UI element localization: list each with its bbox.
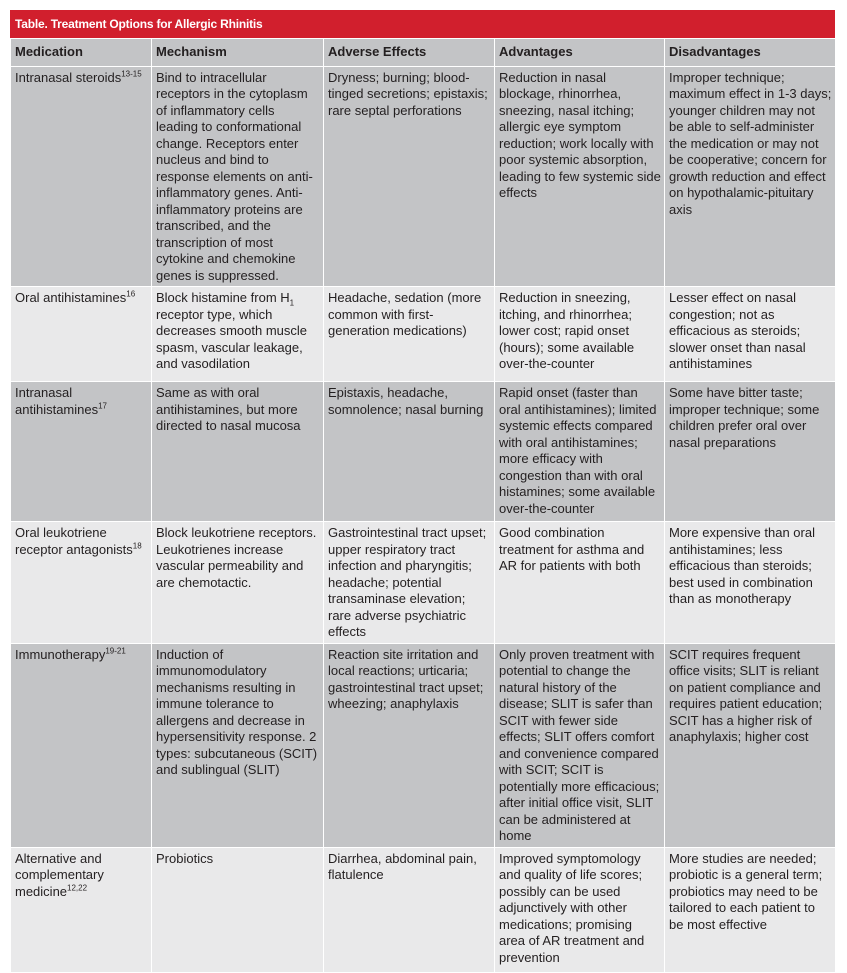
table-title: Table. Treatment Options for Allergic Rhinitis <box>10 10 835 38</box>
medication-name: Alternative and complementary medicine <box>15 850 104 899</box>
medication-cell <box>11 522 152 644</box>
reference-superscript: 13-15 <box>121 69 142 79</box>
header-advantages: Advantages <box>495 39 665 67</box>
disadvantages-cell: More expensive than oral antihistamines; less efficacious than steroids; best used in combination than as monotherapy <box>665 522 836 644</box>
adverse-effects-cell: Dryness; burning; blood-tinged secretions; epistaxis; rare septal perforations <box>324 66 495 287</box>
reference-superscript: 17 <box>98 401 108 411</box>
mechanism-cell: Block leukotriene receptors. Leukotrienes increase vascular permeability and are chemotactic. <box>152 522 324 644</box>
disadvantages-cell: More studies are needed; probiotic is a general term; probiotics may need to be tailored to each patient to be most effective <box>665 847 836 972</box>
mechanism-cell: Bind to intracellular receptors in the cytoplasm of inflammatory cells leading to conformational change. Receptors enter nucleus and bind to response elements on anti-inflammatory genes. Anti-inflammatory proteins are transcribed, and the transcription of most cytokine and chemokine genes is suppressed. <box>152 66 324 287</box>
medication-cell <box>11 382 152 522</box>
header-mechanism: Mechanism <box>152 39 324 67</box>
medication-cell <box>11 66 152 287</box>
advantages-cell: Only proven treatment with potential to change the natural history of the disease; SLIT is safer than SCIT with fewer side effects; SLIT offers comfort and convenience compared with SCIT; SCIT is potentially more efficacious; after initial office visit, SLIT can be administered at home <box>495 643 665 847</box>
disadvantages-cell: Improper technique; maximum effect in 1-3 days; younger children may not be able to self-administer the medication or may not be cooperative; concern for growth reduction and effect on hypothalamic-pituitary axis <box>665 66 836 287</box>
medication-name: Immunotherapy <box>15 646 106 662</box>
reference-superscript: 19-21 <box>105 646 126 656</box>
advantages-cell: Reduction in sneezing, itching, and rhinorrhea; lower cost; rapid onset (hours); some available over-the-counter <box>495 287 665 382</box>
medication-name: Intranasal antihistamines <box>15 385 99 417</box>
header-adverse-effects: Adverse Effects <box>324 39 495 67</box>
header-row <box>11 39 836 67</box>
table-row <box>11 382 836 522</box>
mechanism-text: Block histamine from H <box>156 290 290 305</box>
adverse-effects-cell: Gastrointestinal tract upset; upper respiratory tract infection and pharyngitis; headache; potential transaminase elevation; rare adverse psychiatric effects <box>324 522 495 644</box>
medication-cell <box>11 847 152 972</box>
adverse-effects-cell: Headache, sedation (more common with first-generation medications) <box>324 287 495 382</box>
advantages-cell: Rapid onset (faster than oral antihistamines); limited systemic effects compared with oral antihistamines; more efficacy with congestion than with oral histamines; some available over-the-counter <box>495 382 665 522</box>
table-row <box>11 643 836 847</box>
reference-superscript: 12,22 <box>67 883 88 893</box>
advantages-cell: Good combination treatment for asthma and AR for patients with both <box>495 522 665 644</box>
adverse-effects-cell: Epistaxis, headache, somnolence; nasal burning <box>324 382 495 522</box>
adverse-effects-cell: Diarrhea, abdominal pain, flatulence <box>324 847 495 972</box>
header-disadvantages: Disadvantages <box>665 39 836 67</box>
reference-superscript: 16 <box>126 289 136 299</box>
mechanism-cell <box>152 287 324 382</box>
medication-cell <box>11 643 152 847</box>
h1-subscript: 1 <box>289 298 295 308</box>
disadvantages-cell: SCIT requires frequent office visits; SLIT is reliant on patient compliance and requires patient education; SCIT has a higher risk of anaphylaxis; higher cost <box>665 643 836 847</box>
medication-name: Oral leukotriene receptor antagonists <box>15 525 133 557</box>
table-row <box>11 522 836 644</box>
medication-name: Intranasal steroids <box>15 69 122 85</box>
treatment-table-figure <box>10 10 835 973</box>
mechanism-text: receptor type, which decreases smooth muscle spasm, vascular leakage, and vasodilation <box>156 306 308 371</box>
disadvantages-cell: Some have bitter taste; improper technique; some children prefer oral over nasal preparations <box>665 382 836 522</box>
adverse-effects-cell: Reaction site irritation and local reactions; urticaria; gastrointestinal tract upset; wheezing; anaphylaxis <box>324 643 495 847</box>
reference-superscript: 18 <box>132 541 142 551</box>
table-row <box>11 847 836 972</box>
advantages-cell: Improved symptomology and quality of life scores; possibly can be used adjunctively with other medications; promising area of AR treatment and prevention <box>495 847 665 972</box>
treatment-table <box>10 38 836 973</box>
table-row <box>11 66 836 287</box>
disadvantages-cell: Lesser effect on nasal congestion; not as efficacious as steroids; slower onset than nasal antihistamines <box>665 287 836 382</box>
advantages-cell: Reduction in nasal blockage, rhinorrhea, sneezing, nasal itching; allergic eye symptom reduction; work locally with poor systemic absorption, leading to few systemic side effects <box>495 66 665 287</box>
mechanism-cell: Same as with oral antihistamines, but more directed to nasal mucosa <box>152 382 324 522</box>
table-row <box>11 287 836 382</box>
medication-name: Oral antihistamines <box>15 290 127 305</box>
mechanism-cell: Probiotics <box>152 847 324 972</box>
medication-cell <box>11 287 152 382</box>
mechanism-cell: Induction of immunomodulatory mechanisms resulting in immune tolerance to allergens and decrease in hypersensitivity response. 2 types: subcutaneous (SCIT) and sublingual (SLIT) <box>152 643 324 847</box>
header-medication: Medication <box>11 39 152 67</box>
